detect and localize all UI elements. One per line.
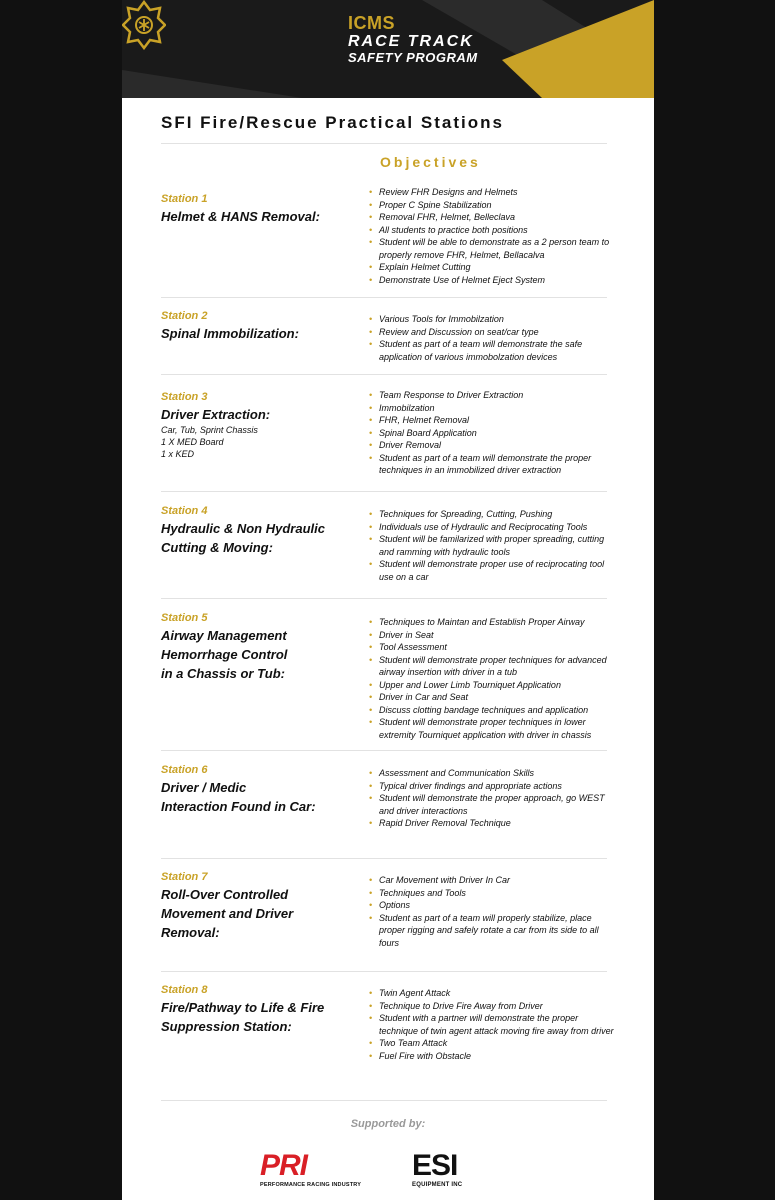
objective-item: • Assessment and Communication Skills — [369, 767, 619, 780]
maltese-cross-icon — [122, 0, 166, 50]
objectives-list — [369, 616, 619, 741]
station-number: Station 1 — [161, 193, 208, 205]
objectives-list — [369, 767, 619, 830]
station-4 — [161, 505, 361, 557]
objective-item: • Proper C Spine Stabilization — [369, 199, 619, 212]
objectives-list — [369, 313, 619, 363]
station-6 — [161, 764, 361, 816]
objective-item: • Options — [369, 899, 619, 912]
objective-item: • Student will demonstrate proper techniques in lower extremity Tourniquet application with driver in chassis — [369, 716, 619, 741]
objective-item: • Twin Agent Attack — [369, 987, 619, 1000]
station-name: Airway Management Hemorrhage Control in a Chassis or Tub: — [161, 628, 288, 681]
station-number: Station 4 — [161, 505, 208, 517]
objectives-list — [369, 874, 619, 949]
station-name: Spinal Immobilization: — [161, 326, 299, 341]
station-3 — [161, 391, 361, 460]
page-title: SFI Fire/Rescue Practical Stations — [161, 113, 504, 132]
esi-logo — [412, 1150, 492, 1188]
divider — [161, 598, 607, 599]
objective-item: • Removal FHR, Helmet, Belleclava — [369, 211, 619, 224]
objective-item: • Typical driver findings and appropriate actions — [369, 780, 619, 793]
objective-item: • Driver in Car and Seat — [369, 691, 619, 704]
objective-item: • Team Response to Driver Extraction — [369, 389, 619, 402]
station-1 — [161, 193, 361, 226]
divider — [161, 971, 607, 972]
objective-item: • Student will be able to demonstrate as a 2 person team to properly remove FHR, Helmet, Bellacalva — [369, 236, 619, 261]
objective-item: • Review FHR Designs and Helmets — [369, 186, 619, 199]
divider — [161, 858, 607, 859]
esi-logo-mark: ESI — [412, 1149, 458, 1182]
station-number: Station 5 — [161, 612, 208, 624]
objective-item: • Upper and Lower Limb Tourniquet Application — [369, 679, 619, 692]
objective-item: • Student as part of a team will demonstrate the proper techniques in an immobilized driver extraction — [369, 452, 619, 477]
program-title-line1: RACE TRACK — [348, 33, 474, 50]
station-7 — [161, 871, 361, 942]
station-name: Hydraulic & Non Hydraulic Cutting & Moving: — [161, 521, 325, 555]
station-name: Fire/Pathway to Life & Fire Suppression Station: — [161, 1000, 325, 1034]
objective-item: • Student will demonstrate the proper approach, go WEST and driver interactions — [369, 792, 619, 817]
pri-logo-mark: PRI — [260, 1149, 308, 1182]
objective-item: • Car Movement with Driver In Car — [369, 874, 619, 887]
station-number: Station 3 — [161, 391, 208, 403]
objective-item: • All students to practice both positions — [369, 224, 619, 237]
station-number: Station 6 — [161, 764, 208, 776]
objective-item: • Two Team Attack — [369, 1037, 619, 1050]
pri-logo-subtitle: PERFORMANCE RACING INDUSTRY — [260, 1182, 362, 1188]
objective-item: • Techniques and Tools — [369, 887, 619, 900]
objectives-list — [369, 389, 619, 477]
supported-by-label: Supported by: — [350, 1118, 426, 1130]
objective-item: • Individuals use of Hydraulic and Reciprocating Tools — [369, 521, 619, 534]
objective-item: • Spinal Board Application — [369, 427, 619, 440]
objective-item: • Student with a partner will demonstrate the proper technique of twin agent attack moving fire away from driver — [369, 1012, 619, 1037]
program-title-line2: SAFETY PROGRAM — [348, 50, 478, 65]
objectives-heading: Objectives — [380, 154, 481, 170]
divider — [161, 1100, 607, 1101]
station-number: Station 7 — [161, 871, 208, 883]
objective-item: • Review and Discussion on seat/car type — [369, 326, 619, 339]
objective-item: • Explain Helmet Cutting — [369, 261, 619, 274]
station-name: Driver Extraction: — [161, 407, 271, 422]
divider — [161, 491, 607, 492]
objective-item: • Driver in Seat — [369, 629, 619, 642]
divider — [161, 143, 607, 144]
station-5 — [161, 612, 361, 683]
objectives-list — [369, 186, 619, 286]
objective-item: • Technique to Drive Fire Away from Driver — [369, 1000, 619, 1013]
objective-item: • Discuss clotting bandage techniques and application — [369, 704, 619, 717]
objective-item: • Rapid Driver Removal Technique — [369, 817, 619, 830]
station-2 — [161, 310, 361, 343]
objective-item: • Immobilzation — [369, 402, 619, 415]
objective-item: • Driver Removal — [369, 439, 619, 452]
station-number: Station 2 — [161, 310, 208, 322]
objective-item: • Tool Assessment — [369, 641, 619, 654]
objective-item: • Various Tools for Immobilzation — [369, 313, 619, 326]
esi-logo-subtitle: EQUIPMENT INC — [412, 1182, 463, 1188]
station-details: Car, Tub, Sprint Chassis 1 X MED Board 1 x KED — [161, 425, 258, 459]
objectives-list — [369, 987, 619, 1062]
divider — [161, 297, 607, 298]
objective-item: • Student will demonstrate proper techniques for advanced airway insertion with driver in a tub — [369, 654, 619, 679]
station-number: Station 8 — [161, 984, 208, 996]
objective-item: • Fuel Fire with Obstacle — [369, 1050, 619, 1063]
objective-item: • Student will demonstrate proper use of reciprocating tool use on a car — [369, 558, 619, 583]
divider — [161, 374, 607, 375]
objective-item: • Demonstrate Use of Helmet Eject System — [369, 274, 619, 287]
objective-item: • Student as part of a team will properly stabilize, place proper rigging and safely rotate a car from its side to all fours — [369, 912, 619, 950]
divider — [161, 750, 607, 751]
objective-item: • FHR, Helmet Removal — [369, 414, 619, 427]
objective-item: • Techniques for Spreading, Cutting, Pushing — [369, 508, 619, 521]
station-name: Helmet & HANS Removal: — [161, 209, 320, 224]
station-8 — [161, 984, 361, 1036]
objective-item: • Student will be familarized with proper spreading, cutting and ramming with hydraulic tools — [369, 533, 619, 558]
station-name: Roll-Over Controlled Movement and Driver Removal: — [161, 887, 294, 940]
objectives-list — [369, 508, 619, 583]
flyer-page — [122, 0, 654, 1200]
objective-item: • Student as part of a team will demonstrate the safe application of various immobolzation devices — [369, 338, 619, 363]
brand-name: ICMS — [348, 13, 395, 33]
objective-item: • Techniques to Maintan and Establish Proper Airway — [369, 616, 619, 629]
header-banner — [122, 0, 654, 98]
station-name: Driver / Medic Interaction Found in Car: — [161, 780, 316, 814]
pri-logo — [260, 1150, 370, 1188]
